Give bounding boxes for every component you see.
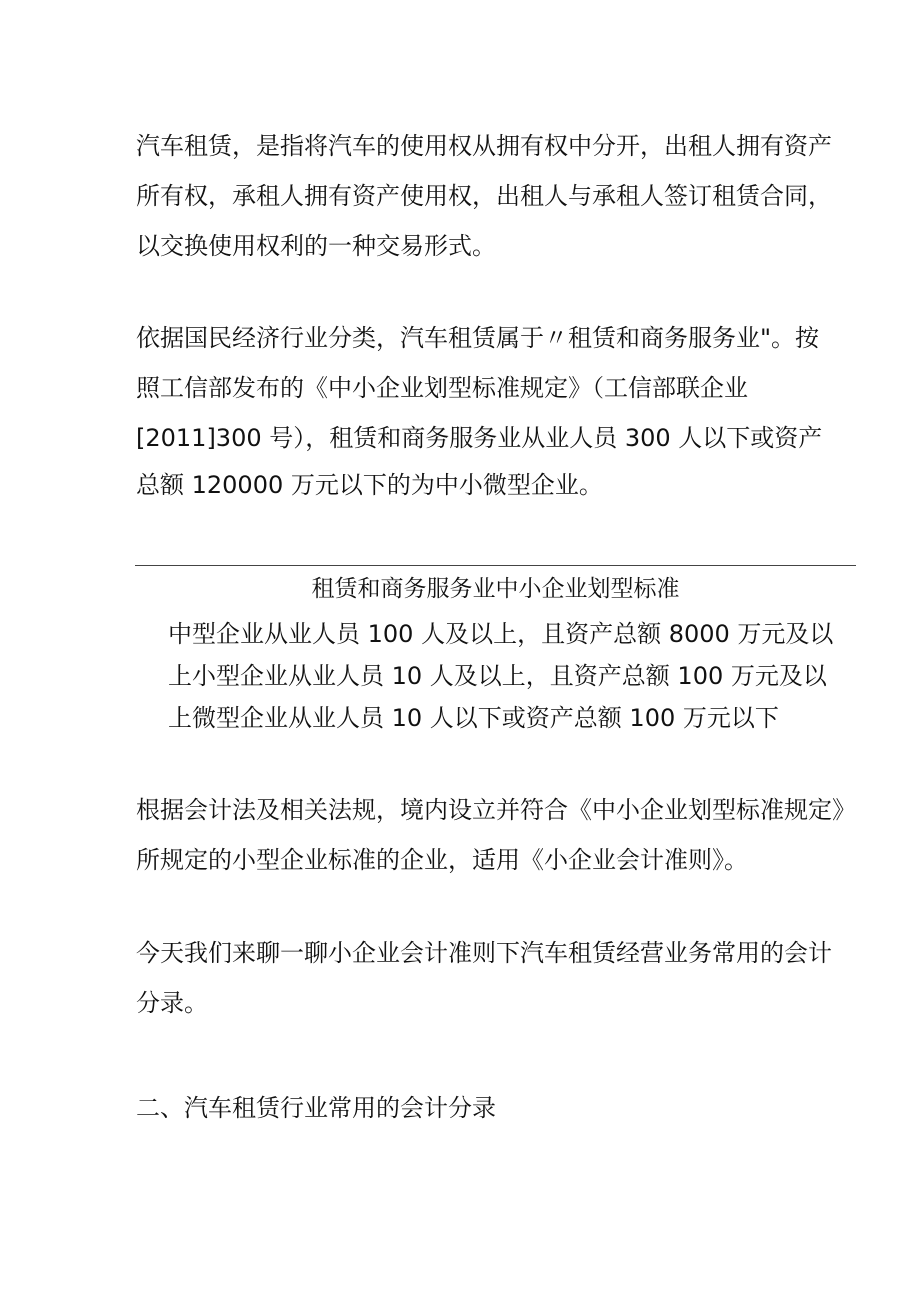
- table-line-small: 上小型企业从业人员 10 人及以上，且资产总额 100 万元及以: [168, 662, 827, 690]
- section-heading: 二、汽车租赁行业常用的会计分录: [136, 1094, 496, 1122]
- paragraph-1-line-3: 以交换使用权利的一种交易形式。: [136, 232, 496, 260]
- paragraph-3-line-1: 根据会计法及相关法规，境内设立并符合《中小企业划型标准规定》: [136, 796, 856, 824]
- table-line-medium: 中型企业从业人员 100 人及以上，且资产总额 8000 万元及以: [168, 620, 834, 648]
- table-line-micro: 上微型企业从业人员 10 人以下或资产总额 100 万元以下: [168, 704, 779, 732]
- table-title: 租赁和商务服务业中小企业划型标准: [311, 576, 680, 602]
- paragraph-1-line-1: 汽车租赁，是指将汽车的使用权从拥有权中分开，出租人拥有资产: [136, 132, 832, 160]
- paragraph-2-line-4: 总额 120000 万元以下的为中小微型企业。: [136, 471, 603, 499]
- paragraph-2-line-1: 依据国民经济行业分类，汽车租赁属于〃租赁和商务服务业"。按: [136, 324, 820, 352]
- paragraph-3-line-2: 所规定的小型企业标准的企业，适用《小企业会计准则》。: [136, 846, 748, 874]
- paragraph-2-line-3: [2011]300 号），租赁和商务服务业从业人员 300 人以下或资产: [136, 424, 823, 452]
- paragraph-4-line-2: 分录。: [136, 989, 208, 1017]
- table-top-divider: [135, 565, 856, 566]
- paragraph-4-line-1: 今天我们来聊一聊小企业会计准则下汽车租赁经营业务常用的会计: [136, 939, 832, 967]
- paragraph-1-line-2: 所有权，承租人拥有资产使用权，出租人与承租人签订租赁合同，: [136, 182, 832, 210]
- paragraph-2-line-2: 照工信部发布的《中小企业划型标准规定》（工信部联企业: [136, 374, 748, 402]
